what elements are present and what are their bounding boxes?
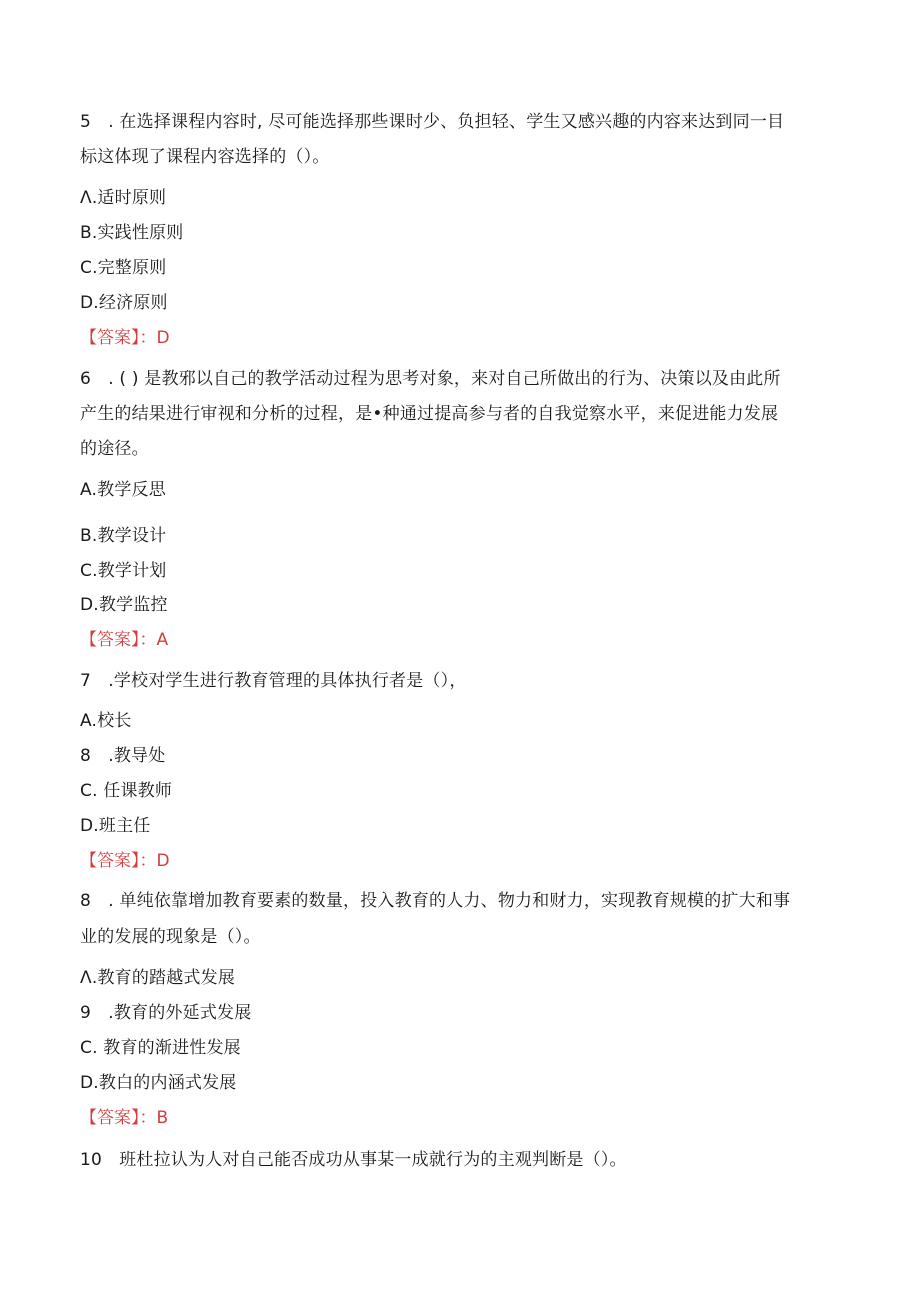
question-6-option-a: A.教学反思 <box>80 480 166 500</box>
question-7-option-c: C. 任课教师 <box>80 781 173 801</box>
question-8-option-a: Λ.教育的踏越式发展 <box>80 968 236 988</box>
question-5-option-a: Λ.适时原则 <box>80 188 167 208</box>
question-7-stem-line-1: 7 .学校对学生进行教育管理的具体执行者是（）， <box>80 671 467 691</box>
question-5-answer: 【答案】：D <box>80 328 170 348</box>
question-7-option-d: D.班主任 <box>80 816 151 836</box>
question-5-option-c: C.完整原则 <box>80 258 167 278</box>
question-5-stem-line-1: 5 . 在选择课程内容时, 尽可能选择那些课时少、负担轻、学生又感兴趣的内容来达到同一目 <box>80 112 785 132</box>
question-6-stem-line-3: 的途径。 <box>80 439 149 459</box>
question-7-answer: 【答案】：D <box>80 851 170 871</box>
question-6-stem-line-2: 产生的结果进行审视和分析的过程，是•种通过提高参与者的自我觉察水平，来促进能力发展 <box>80 404 779 424</box>
question-6-answer: 【答案】：A <box>80 630 169 650</box>
question-6-option-c: C.教学计划 <box>80 561 167 581</box>
question-8-answer: 【答案】：B <box>80 1108 169 1128</box>
question-5-stem-line-2: 标这体现了课程内容选择的（）。 <box>80 147 330 167</box>
question-8-stem-line-1: 8 . 单纯依靠增加教育要素的数量，投入教育的人力、物力和财力，实现教育规模的扩大和事 <box>80 891 791 911</box>
question-6-option-b: B.教学设计 <box>80 526 167 546</box>
question-6-stem-line-1: 6 . ( ) 是教邪以自己的教学活动过程为思考对象，来对自己所做出的行为、决策以及由此所 <box>80 369 781 389</box>
question-8-option-d: D.教白的内涵式发展 <box>80 1073 237 1093</box>
question-8-option-c: C. 教育的渐进性发展 <box>80 1038 241 1058</box>
question-5-option-d: D.经济原则 <box>80 293 168 313</box>
question-7-option-b: 8 .教导处 <box>80 746 166 766</box>
question-6-option-d: D.教学监控 <box>80 595 168 615</box>
question-5-option-b: B.实践性原则 <box>80 223 184 243</box>
question-7-option-a: A.校长 <box>80 711 132 731</box>
question-8-option-b: 9 .教育的外延式发展 <box>80 1003 252 1023</box>
question-10-stem-line-1: 10 班杜拉认为人对自己能否成功从事某一成就行为的主观判断是（）。 <box>80 1150 627 1170</box>
question-8-stem-line-2: 业的发展的现象是（）。 <box>80 927 261 947</box>
